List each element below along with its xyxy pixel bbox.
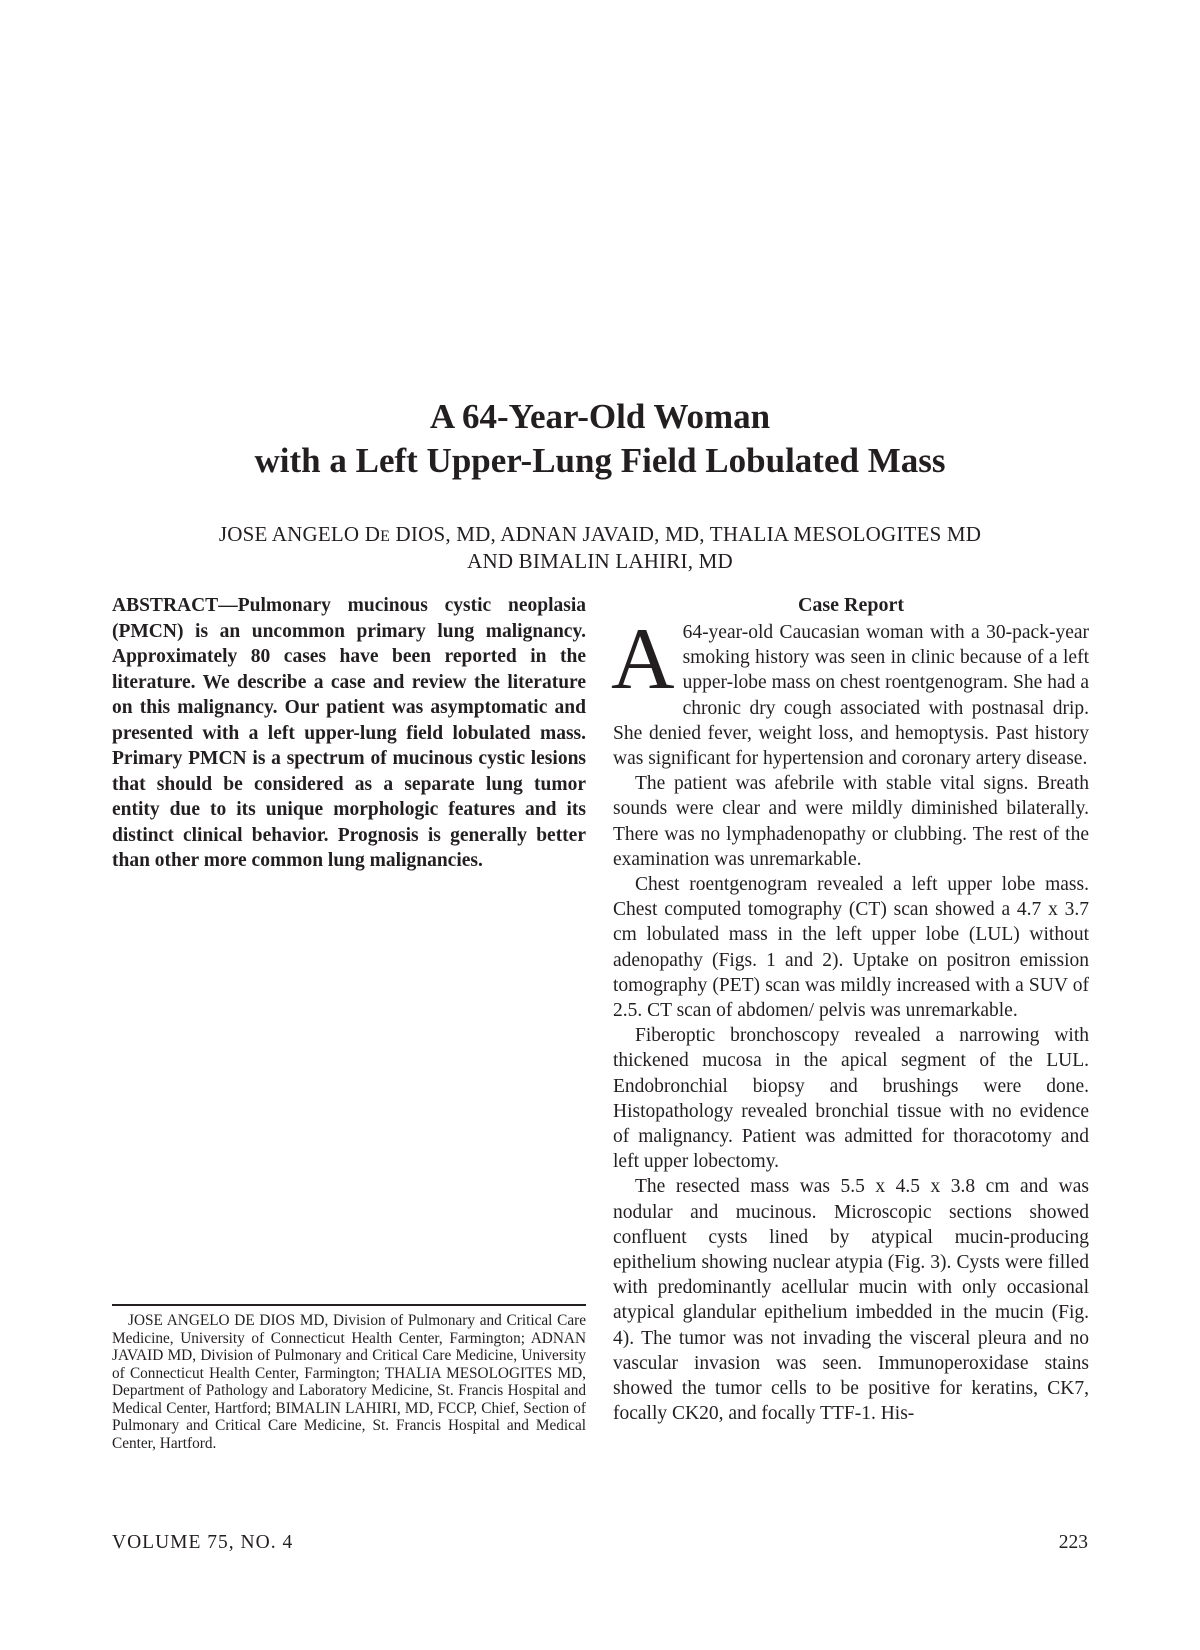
authors-smallcap: E	[380, 528, 391, 545]
author-list	[0, 522, 1200, 574]
case-report-column	[613, 593, 1089, 1427]
title-line-2: with a Left Upper-Lung Field Lobulated Mass	[254, 441, 946, 480]
authors-line-2: AND BIMALIN LAHIRI, MD	[467, 549, 733, 573]
authors-part-b: DIOS, MD, ADNAN JAVAID, MD, THALIA MESOLOGITES MD	[390, 522, 982, 546]
paragraph-1-text: 64-year-old Caucasian woman with a 30-pack-year smoking history was seen in clinic because of a left upper-lobe mass on chest roentgenogram. She had a chronic dry cough associated with postnasal drip. She denied fever, weight loss, and hemoptysis. Past history was significant for hypertension and coronary artery disease.	[613, 622, 1089, 770]
journal-volume: VOLUME 75, NO. 4	[112, 1532, 294, 1553]
case-report-paragraph-1	[611, 611, 1089, 771]
case-report-paragraph-5: The resected mass was 5.5 x 4.5 x 3.8 cm and was nodular and mucinous. Microscopic sections showed confluent cysts lined by atypical mucin-producing epithelium showing nuclear atypia (Fig. 3). Cysts were filled with predominantly acellular mucin with only occasional atypical glandular epithelium imbedded in the mucin (Fig. 4). The tumor was not invading the visceral pleura and no vascular invasion was seen. Immunoperoxidase stains showed the tumor cells to be positive for keratins, CK7, focally CK20, and focally TTF-1. His-	[613, 1176, 1089, 1425]
case-report-paragraph-2: The patient was afebrile with stable vital signs. Breath sounds were clear and were mildly diminished bilaterally. There was no lymphadenopathy or clubbing. The rest of the examination was unremarkable.	[613, 773, 1089, 870]
article-title	[0, 395, 1200, 483]
author-affiliations-footnote: JOSE ANGELO DE DIOS MD, Division of Pulmonary and Critical Care Medicine, University of Connecticut Health Center, Farmington; ADNAN JAVAID MD, Division of Pulmonary and Critical Care Medicine, University of Connecticut Health Center, Farmington; THALIA MESOLOGITES MD, Department of Pathology and Laboratory Medicine, St. Francis Hospital and Medical Center, Hartford; BIMALIN LAHIRI, MD, FCCP, Chief, Section of Pulmonary and Critical Care Medicine, St. Francis Hospital and Medical Center, Hartford.	[112, 1312, 586, 1452]
footnote-divider	[112, 1304, 586, 1306]
case-report-heading: Case Report	[797, 594, 905, 616]
authors-part-a: JOSE ANGELO D	[218, 522, 381, 546]
case-report-paragraph-3: Chest roentgenogram revealed a left upper lobe mass. Chest computed tomography (CT) scan showed a 4.7 x 3.7 cm lobulated mass in the left upper lobe (LUL) without adenopathy (Figs. 1 and 2). Uptake on positron emission tomography (PET) scan was mildly increased with a SUV of 2.5. CT scan of abdomen/ pelvis was unremarkable.	[613, 874, 1089, 1022]
page-number: 223	[1058, 1532, 1088, 1553]
drop-cap: A	[611, 611, 675, 708]
case-report-paragraph-4: Fiberoptic bronchoscopy revealed a narrowing with thickened mucosa in the apical segment of the LUL. Endobronchial biopsy and brushings were done. Histopathology revealed bronchial tissue with no evidence of malignancy. Patient was admitted for thoracotomy and left upper lobectomy.	[613, 1025, 1089, 1173]
abstract: ABSTRACT—Pulmonary mucinous cystic neoplasia (PMCN) is an uncommon primary lung malignancy. Approximately 80 cases have been reported in the literature. We describe a case and review the literature on this malignancy. Our patient was asymptomatic and presented with a left upper-lung field lobulated mass. Primary PMCN is a spectrum of mucinous cystic lesions that should be considered as a separate lung tumor entity due to its unique morphologic features and its distinct clinical behavior. Prognosis is generally better than other more common lung malignancies.	[112, 595, 586, 871]
title-line-1: A 64-Year-Old Woman	[429, 397, 771, 436]
